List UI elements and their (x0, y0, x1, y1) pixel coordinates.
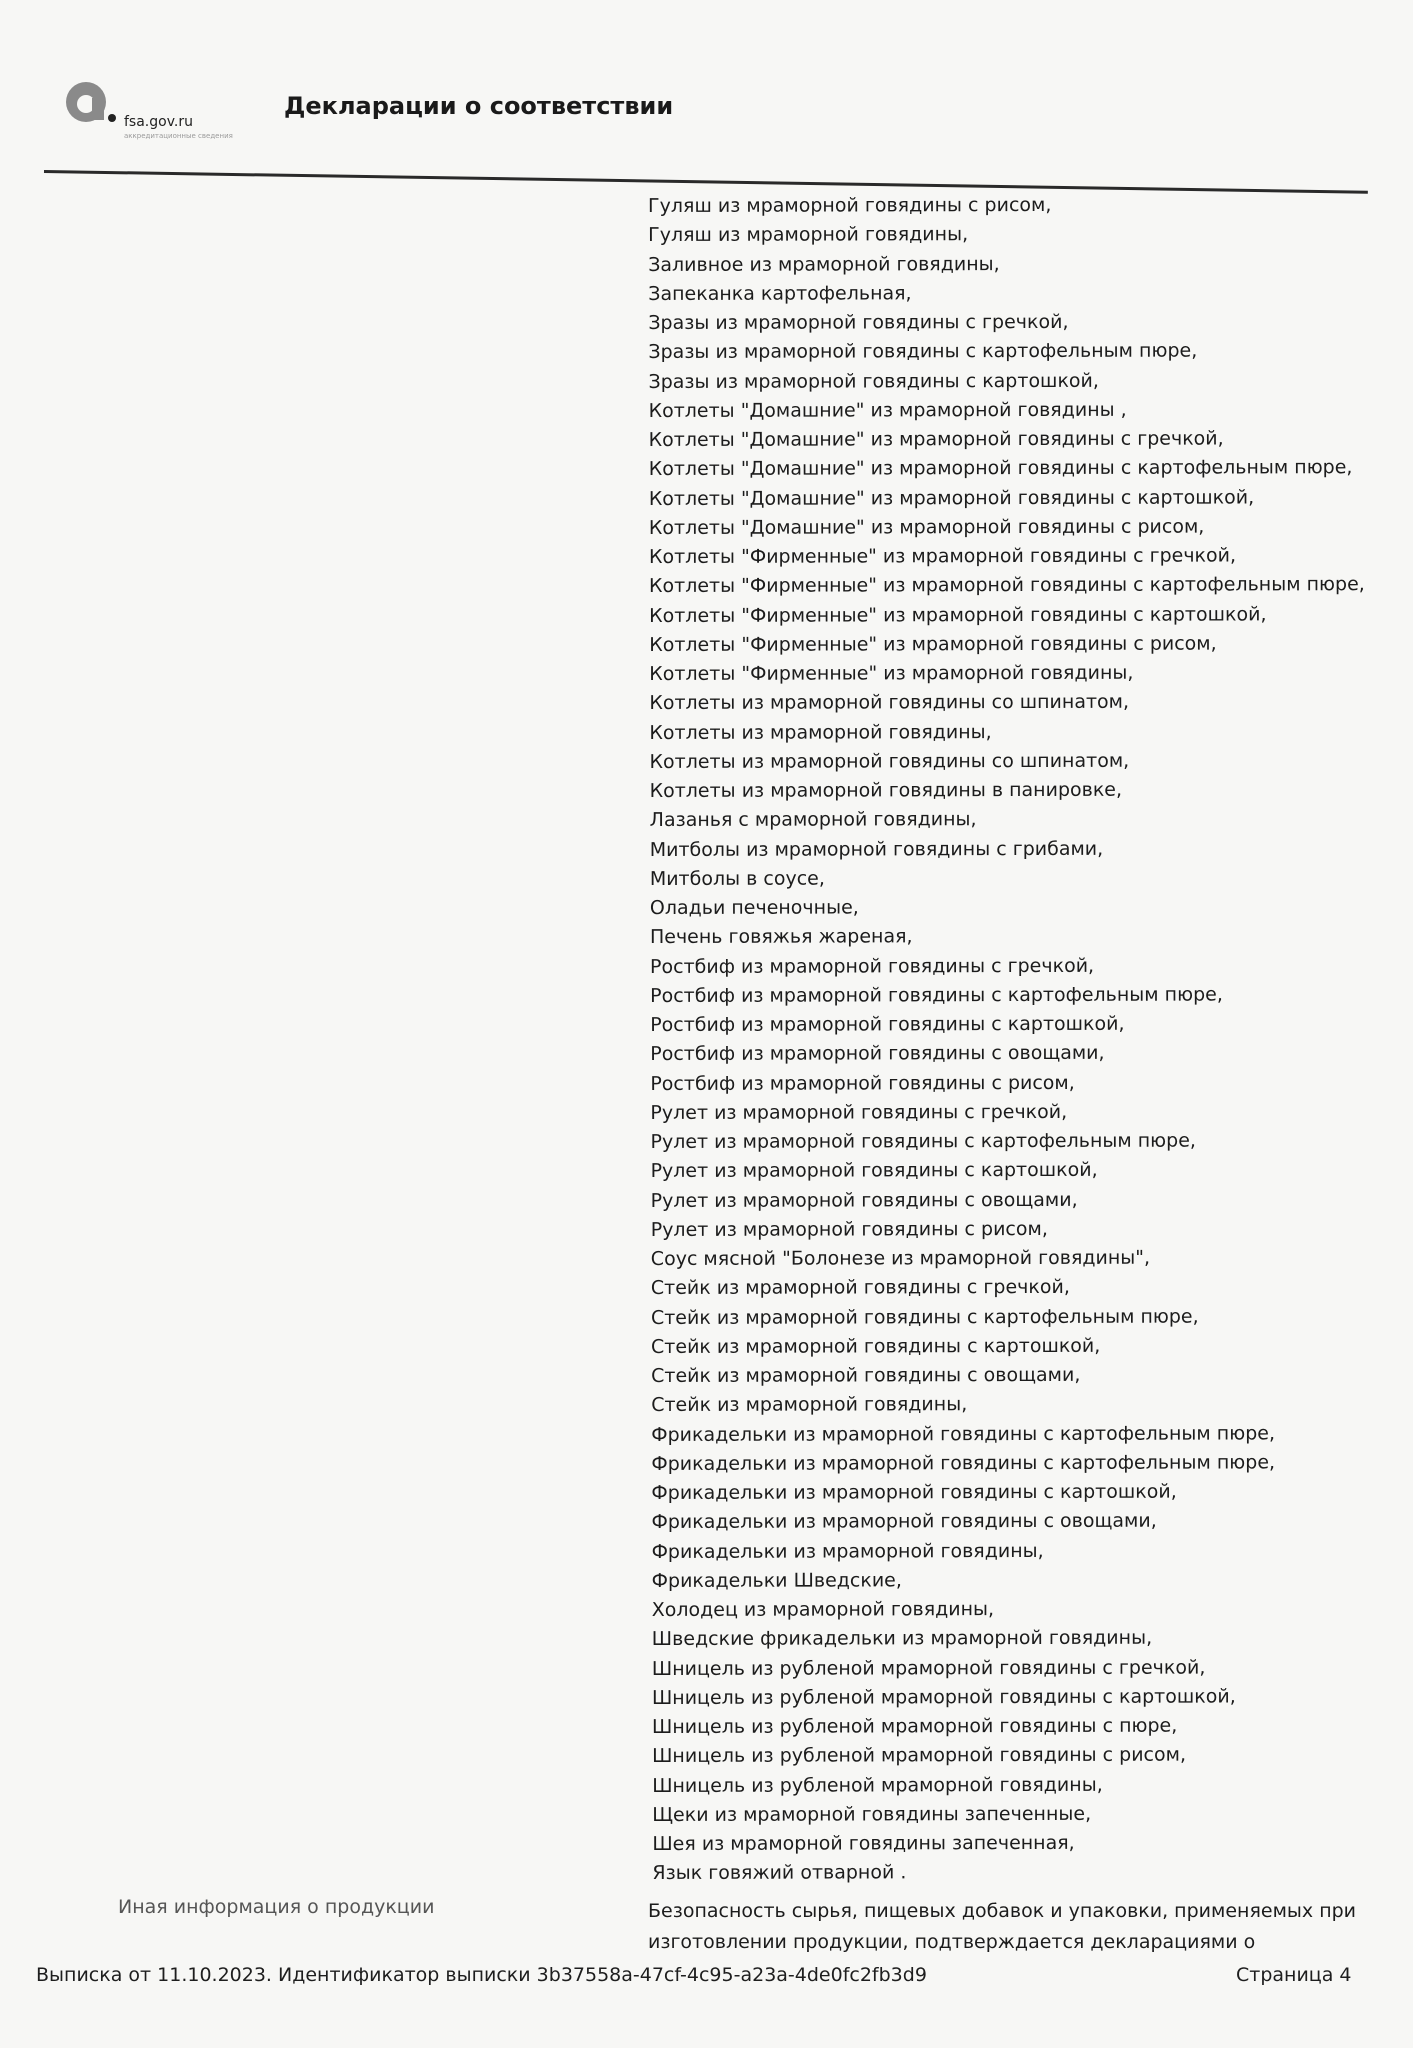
product-list-item: Шницель из рубленой мраморной говядины, (652, 1773, 1103, 1797)
product-list-item: Стейк из мраморной говядины с гречкой, (650, 1276, 1070, 1300)
product-list-item: Печень говяжья жареная, (649, 925, 913, 949)
product-list-item: Заливное из мраморной говядины, (648, 252, 1000, 276)
extract-identifier: Выписка от 11.10.2023. Идентификатор выписки 3b37558a-47cf-4c95-a23a-4de0fc2fb3d9 (36, 1964, 927, 1986)
product-list-item: Язык говяжий отварной . (652, 1861, 907, 1885)
product-list-item: Рулет из мраморной говядины с гречкой, (650, 1100, 1068, 1124)
logo-domain: fsa.gov.ru (124, 114, 193, 130)
product-list-item: Щеки из мраморной говядины запеченные, (652, 1802, 1092, 1826)
product-list-item: Котлеты из мраморной говядины в панировке, (649, 778, 1123, 802)
product-list-item: Гуляш из мраморной говядины с рисом, (648, 193, 1052, 217)
product-list-item: Ростбиф из мраморной говядины с овощами, (650, 1042, 1105, 1066)
product-list-item: Шницель из рубленой мраморной говядины с гречкой, (651, 1656, 1206, 1680)
product-list-item: Котлеты "Фирменные" из мраморной говядины с гречкой, (648, 544, 1237, 568)
product-list-item: Ростбиф из мраморной говядины с рисом, (650, 1071, 1075, 1095)
product-list-item: Котлеты "Домашние" из мраморной говядины с гречкой, (648, 427, 1224, 451)
product-list-item: Котлеты "Домашние" из мраморной говядины с картофельным пюре, (648, 456, 1353, 481)
product-list-item: Рулет из мраморной говядины с рисом, (650, 1217, 1048, 1241)
product-list-item: Ростбиф из мраморной говядины с гречкой, (649, 954, 1095, 978)
product-list-item: Гуляш из мраморной говядины, (648, 223, 969, 247)
product-list-item: Шведские фрикадельки из мраморной говядины, (651, 1626, 1153, 1651)
product-list-item: Шницель из рубленой мраморной говядины с рисом, (652, 1743, 1187, 1768)
product-list-item: Шницель из рубленой мраморной говядины с картошкой, (651, 1685, 1236, 1709)
product-list-item: Котлеты "Фирменные" из мраморной говядины с картошкой, (649, 602, 1267, 627)
product-list-item: Рулет из мраморной говядины с картофельным пюре, (650, 1129, 1196, 1153)
page-number: Страница 4 (1236, 1964, 1352, 1986)
product-list-item: Котлеты из мраморной говядины со шпинатом, (649, 749, 1130, 773)
product-list (648, 190, 1412, 1888)
product-list-item: Фрикадельки из мраморной говядины с картофельным пюре, (651, 1451, 1276, 1475)
product-list-item: Котлеты "Фирменные" из мраморной говядины с картофельным пюре, (649, 573, 1365, 598)
product-list-item: Лазанья с мраморной говядины, (649, 808, 977, 832)
product-list-item: Фрикадельки Шведские, (651, 1569, 902, 1592)
product-list-item: Запеканка картофельная, (648, 282, 912, 305)
product-list-item: Шея из мраморной говядины запеченная, (652, 1831, 1075, 1855)
product-list-item: Соус мясной "Болонезе из мраморной говядины", (650, 1246, 1151, 1270)
product-list-item: Котлеты из мраморной говядины, (649, 720, 992, 744)
fsa-logo-icon (64, 76, 124, 136)
product-list-item: Митболы в соусе, (649, 867, 825, 890)
product-list-item: Фрикадельки из мраморной говядины с картофельным пюре, (651, 1421, 1275, 1446)
product-list-item: Котлеты "Фирменные" из мраморной говядины, (649, 661, 1134, 685)
product-list-item: Холодец из мраморной говядины, (651, 1598, 995, 1621)
product-list-item: Ростбиф из мраморной говядины с картофельным пюре, (650, 983, 1223, 1007)
product-list-item: Фрикадельки из мраморной говядины с картошкой, (651, 1480, 1177, 1504)
product-list-item: Стейк из мраморной говядины с картошкой, (650, 1334, 1101, 1358)
product-list-item: Котлеты "Домашние" из мраморной говядины с картошкой, (648, 485, 1255, 510)
product-list-item: Стейк из мраморной говядины, (651, 1393, 968, 1417)
product-list-item: Зразы из мраморной говядины с картошкой, (648, 369, 1099, 393)
page-title: Декларации о соответствии (284, 92, 674, 120)
product-list-item: Котлеты "Домашние" из мраморной говядины с рисом, (648, 515, 1205, 539)
product-list-item: Шницель из рубленой мраморной говядины с пюре, (651, 1714, 1178, 1738)
product-list-item: Ростбиф из мраморной говядины с картошкой, (650, 1012, 1125, 1036)
other-info-label: Иная информация о продукции (118, 1896, 435, 1918)
fsa-logo (64, 76, 233, 140)
product-list-item: Зразы из мраморной говядины с гречкой, (648, 310, 1069, 334)
product-list-item: Стейк из мраморной говядины с картофельным пюре, (650, 1305, 1199, 1329)
product-list-item: Рулет из мраморной говядины с овощами, (650, 1188, 1078, 1212)
product-list-item: Котлеты из мраморной говядины со шпинатом, (649, 690, 1130, 715)
logo-tagline: аккредитационные сведения (124, 132, 233, 140)
product-list-item: Фрикадельки из мраморной говядины с овощами, (651, 1509, 1157, 1534)
product-list-item: Митболы из мраморной говядины с грибами, (649, 837, 1104, 861)
other-info-text: Безопасность сырья, пищевых добавок и упаковки, применяемых при изготовлении продукции, подтверждается декларациями о (648, 1900, 1357, 1953)
product-list-item: Котлеты "Домашние" из мраморной говядины , (648, 398, 1127, 422)
product-list-item: Стейк из мраморной говядины с овощами, (651, 1363, 1081, 1387)
product-list-item: Котлеты "Фирменные" из мраморной говядины с рисом, (649, 632, 1217, 656)
product-list-item: Зразы из мраморной говядины с картофельным пюре, (648, 339, 1198, 364)
product-list-item: Фрикадельки из мраморной говядины, (651, 1539, 1044, 1563)
product-list-item: Оладьи печеночные, (649, 896, 859, 919)
product-list-item: Рулет из мраморной говядины с картошкой, (650, 1159, 1098, 1183)
